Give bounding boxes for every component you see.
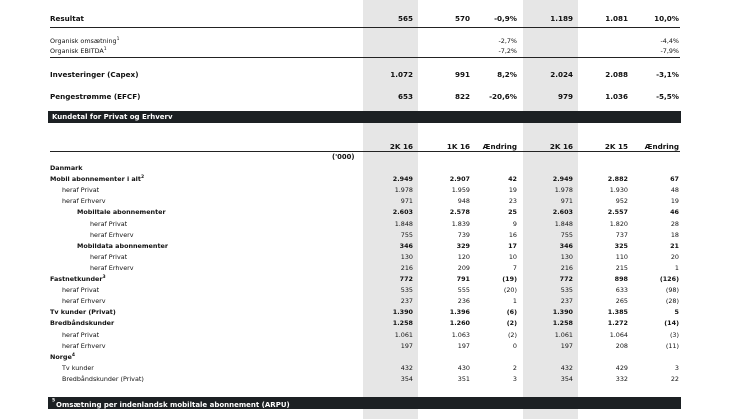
cell: 19 [508,186,517,195]
cell: 130 [400,252,413,261]
cell: 3 [674,363,679,372]
cell: 1.978 [554,186,573,195]
row-label [50,47,107,55]
cell: (126) [659,275,679,283]
cell: (98) [665,286,679,295]
label-text: Mobiltale abonnementer [77,208,166,217]
cell: 208 [615,341,628,350]
cell: 1.839 [451,219,470,228]
cell: 265 [615,297,628,306]
cell: 948 [457,197,470,206]
cell: 1.396 [449,308,470,317]
cell: 120 [457,252,470,261]
cell: 1.036 [605,92,628,101]
row-label: Investeringer (Capex) [50,70,139,79]
cell: 1.390 [392,308,413,317]
cell: 18 [670,230,679,239]
cell: 565 [397,14,413,23]
cell: 28 [670,219,679,228]
cell: 237 [560,297,573,306]
cell: -3,1% [656,70,679,79]
row-label [77,242,168,250]
cell: 2.603 [392,208,413,217]
cell: 1.978 [394,186,413,195]
cell: 1.390 [552,308,573,317]
cell: 1.930 [609,186,628,195]
cell: 20 [670,252,679,261]
cell: 971 [400,197,413,206]
cell: 48 [670,186,679,195]
cell: 772 [399,275,413,283]
row-label [62,364,94,372]
cell: 739 [457,230,470,239]
cell: 216 [400,263,413,272]
row-label: Resultat [50,14,84,23]
label-text: heraf Erhverv [62,341,106,350]
cell: 570 [454,14,470,23]
row-label [62,342,106,350]
row-label [50,319,114,327]
row-label [90,253,127,261]
cell: 1.260 [449,319,470,328]
cell: 8,2% [497,70,517,79]
cell: 197 [560,341,573,350]
row-label [62,375,144,383]
cell: 2.088 [605,70,628,79]
label-text: Organisk EBITDA [50,47,104,55]
row-label [50,353,75,361]
label-text: Bredbåndskunder (Privat) [62,374,144,383]
row-label [50,37,119,45]
cell: (3) [669,330,679,339]
cell: 2.578 [449,208,470,217]
cell: 1.061 [554,330,573,339]
cell: 1.258 [392,319,413,328]
cell: -20,6% [489,92,517,101]
row-label [90,220,127,228]
cell: 332 [615,374,628,383]
cell: -5,5% [656,92,679,101]
row-label: Pengestrømme (EFCF) [50,92,141,101]
cell: 952 [615,197,628,206]
table-row-efcf [50,92,680,104]
cell: 130 [560,252,573,261]
cell: -0,9% [494,14,517,23]
label-text: Bredbåndskunder [50,319,115,328]
cell: 432 [400,363,413,372]
cell: 535 [560,286,573,295]
row-label [62,186,99,194]
cell: 1.189 [550,14,573,23]
label-text: heraf Privat [62,186,100,195]
cell: 209 [457,263,470,272]
label-text: heraf Privat [62,286,100,295]
cell: 979 [557,92,573,101]
cell: 2.949 [392,175,413,184]
cell: 1.820 [609,219,628,228]
cell: 1.081 [605,14,628,23]
cell: 971 [560,197,573,206]
cell: 25 [508,208,517,217]
cell: 329 [456,241,470,250]
cell: (28) [665,297,679,306]
cell: (6) [506,308,517,317]
cell: -2,7% [498,37,517,45]
label-text: heraf Erhverv [90,230,134,239]
cell: 67 [670,175,679,184]
cell: 772 [559,275,573,283]
section-title-text: Omsætning per indenlandsk mobiltale abonnement (ARPU) [56,401,290,409]
label-text: Organisk omsætning [50,37,117,45]
cell: 991 [454,70,470,79]
label-text: heraf Privat [90,252,128,261]
cell: 0 [512,341,517,350]
cell: 653 [397,92,413,101]
cell: 755 [400,230,413,239]
footnote-mark: 3 [102,274,106,280]
section-title [52,398,290,409]
label-text: Tv kunder (Privat) [50,308,116,317]
row-label [50,164,83,172]
cell: 21 [670,241,679,250]
cell: (11) [665,341,679,350]
cell: 346 [559,241,573,250]
cell: 10 [508,252,517,261]
cell: 1.848 [394,219,413,228]
cell: 16 [508,230,517,239]
column-header: Ændring [482,142,517,151]
table-row-resultat [50,14,680,26]
cell: 555 [457,286,470,295]
section-header-arpu [48,397,681,409]
row-label [50,175,144,183]
cell: 535 [400,286,413,295]
label-text: Tv kunder [62,363,94,372]
cell: 236 [457,297,470,306]
cell: 351 [457,374,470,383]
column-header: 1K 16 [446,142,470,151]
label-text: heraf Privat [62,330,100,339]
cell: 10,0% [654,14,679,23]
cell: 197 [457,341,470,350]
cell: 237 [400,297,413,306]
cell: 19 [670,197,679,206]
cell: 822 [454,92,470,101]
cell: 2.907 [449,175,470,184]
cell: 346 [399,241,413,250]
cell: 354 [400,374,413,383]
unit-label: ('000) [332,153,355,161]
table-row-capex [50,70,680,82]
cell: 17 [508,241,517,250]
cell: 9 [512,219,517,228]
footnote-mark: 4 [71,352,75,358]
cell: 1.061 [394,330,413,339]
column-header: 2K 16 [389,142,413,151]
cell: 2.603 [552,208,573,217]
cell: 1 [512,297,517,306]
cell: 46 [670,208,679,217]
cell: 1.848 [554,219,573,228]
cell: 1.385 [607,308,628,317]
cell: 432 [560,363,573,372]
row-label [62,297,106,305]
cell: 2 [512,363,517,372]
cell: 3 [512,374,517,383]
label-text: Mobil abonnementer i alt [50,175,141,184]
row-label [62,197,106,205]
cell: 215 [615,263,628,272]
cell: 354 [560,374,573,383]
cell: 898 [614,275,628,283]
footnote-mark: 2 [140,174,145,180]
table-row [50,375,680,387]
row-label [90,264,134,272]
cell: (14) [664,319,679,328]
cell: -7,2% [498,47,517,55]
label-text: Danmark [50,164,83,172]
cell: 791 [456,275,470,283]
cell: 325 [614,241,628,250]
label-text: heraf Privat [90,219,128,228]
cell: -7,9% [660,47,679,55]
label-text: heraf Erhverv [62,197,106,206]
cell: 197 [400,341,413,350]
cell: 1.064 [609,330,628,339]
label-text: Mobildata abonnementer [77,241,168,250]
cell: 2.949 [552,175,573,184]
cell: 737 [615,230,628,239]
row-label [50,275,106,283]
cell: 1.959 [451,186,470,195]
footnote-mark: 1 [116,36,120,42]
cell: (2) [507,330,517,339]
label-text: heraf Erhverv [62,297,106,306]
row-label [90,231,134,239]
cell: 1 [674,263,679,272]
cell: 755 [560,230,573,239]
cell: 7 [512,263,517,272]
footnote-mark: 1 [103,46,107,52]
label-text: heraf Erhverv [90,263,134,272]
cell: 1.258 [552,319,573,328]
cell: (19) [502,275,517,283]
divider [50,57,680,58]
cell: 2.024 [550,70,573,79]
cell: (2) [506,319,517,328]
row-label [62,331,99,339]
column-header: Ændring [644,142,679,151]
row-label [50,308,116,316]
cell: 22 [670,374,679,383]
cell: 430 [457,363,470,372]
cell: 110 [615,252,628,261]
cell: -4,4% [660,37,679,45]
section-header-kundetal [48,111,681,123]
section-title: Kundetal for Privat og Erhverv [52,113,173,121]
cell: 1.272 [607,319,628,328]
cell: 2.557 [607,208,628,217]
cell: 2.882 [607,175,628,184]
column-header: 2K 16 [549,142,573,151]
divider [50,27,680,28]
row-label [62,286,99,294]
row-label [77,208,166,216]
cell: 23 [508,197,517,206]
cell: 5 [674,308,679,317]
column-header: 2K 15 [604,142,628,151]
divider [50,151,680,152]
cell: 429 [615,363,628,372]
label-text: Norge [50,352,72,361]
cell: 633 [615,286,628,295]
cell: 42 [508,175,517,184]
cell: 1.063 [451,330,470,339]
cell: 216 [560,263,573,272]
footnote-mark: 5 [52,398,56,404]
cell: (20) [503,286,517,295]
label-text: Fastnetkunder [50,275,103,283]
cell: 1.072 [390,70,413,79]
